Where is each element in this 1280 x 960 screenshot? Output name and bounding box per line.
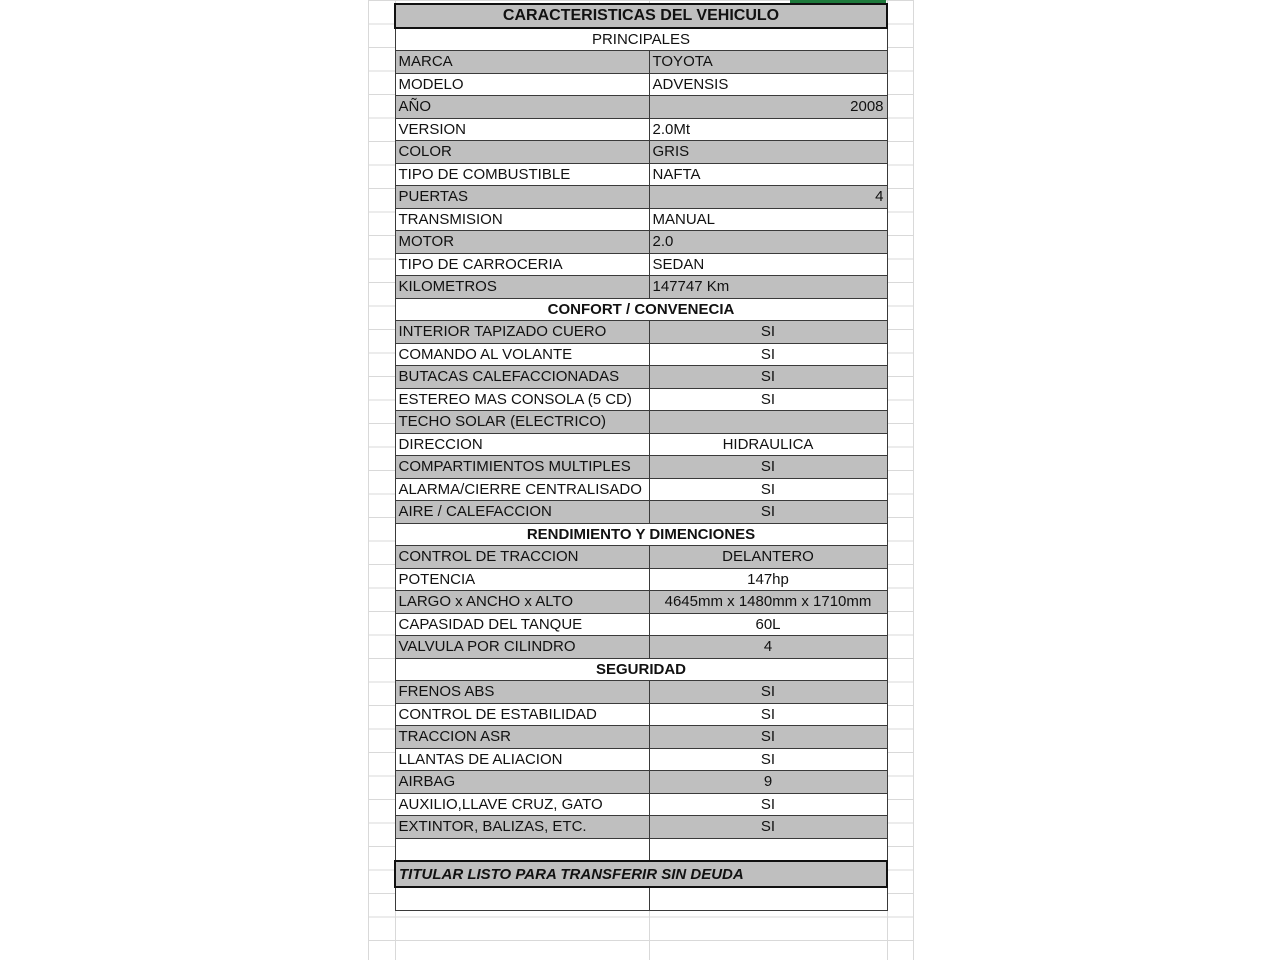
spec-label[interactable]: DIRECCION (395, 433, 649, 456)
spec-value[interactable]: 2.0 (649, 231, 887, 254)
spec-label[interactable]: CONTROL DE ESTABILIDAD (395, 703, 649, 726)
spec-label[interactable]: ESTEREO MAS CONSOLA (5 CD) (395, 388, 649, 411)
spec-label[interactable]: VALVULA POR CILINDRO (395, 636, 649, 659)
table-row (395, 208, 887, 231)
spec-value[interactable]: SEDAN (649, 253, 887, 276)
spec-value[interactable]: 2008 (649, 96, 887, 119)
table-row (395, 231, 887, 254)
spec-value[interactable]: 4645mm x 1480mm x 1710mm (649, 591, 887, 614)
empty-row (395, 887, 887, 910)
spec-label[interactable]: TECHO SOLAR (ELECTRICO) (395, 411, 649, 434)
spec-label[interactable]: PUERTAS (395, 186, 649, 209)
spec-label[interactable]: COLOR (395, 141, 649, 164)
table-row (395, 276, 887, 299)
section-header-principales (395, 28, 887, 51)
table-row (395, 636, 887, 659)
spec-label[interactable]: CAPASIDAD DEL TANQUE (395, 613, 649, 636)
section-header-seguridad (395, 658, 887, 681)
spec-value[interactable] (649, 411, 887, 434)
spec-label[interactable]: BUTACAS CALEFACCIONADAS (395, 366, 649, 389)
spec-label[interactable]: MODELO (395, 73, 649, 96)
spec-value[interactable]: 4 (649, 186, 887, 209)
spec-value[interactable]: SI (649, 388, 887, 411)
table-row (395, 343, 887, 366)
spec-label[interactable]: TIPO DE COMBUSTIBLE (395, 163, 649, 186)
table-row (395, 816, 887, 839)
spec-value[interactable]: SI (649, 793, 887, 816)
spec-value[interactable]: SI (649, 343, 887, 366)
table-row (395, 478, 887, 501)
footer-note-row (395, 861, 887, 887)
table-row (395, 321, 887, 344)
empty-cell[interactable] (649, 838, 887, 861)
spec-label[interactable]: MARCA (395, 51, 649, 74)
spec-value[interactable]: ADVENSIS (649, 73, 887, 96)
empty-cell[interactable] (395, 887, 649, 910)
spec-label[interactable]: TRANSMISION (395, 208, 649, 231)
table-title[interactable]: CARACTERISTICAS DEL VEHICULO (395, 4, 887, 28)
spec-label[interactable]: LLANTAS DE ALIACION (395, 748, 649, 771)
table-row (395, 681, 887, 704)
spec-value[interactable]: SI (649, 748, 887, 771)
spec-value[interactable]: SI (649, 501, 887, 524)
table-row (395, 186, 887, 209)
spec-value[interactable]: 2.0Mt (649, 118, 887, 141)
empty-cell[interactable] (395, 838, 649, 861)
spec-value[interactable]: GRIS (649, 141, 887, 164)
spec-value[interactable]: SI (649, 366, 887, 389)
section-title[interactable]: PRINCIPALES (395, 28, 887, 51)
section-title[interactable]: RENDIMIENTO Y DIMENCIONES (395, 523, 887, 546)
spec-label[interactable]: TRACCION ASR (395, 726, 649, 749)
section-header-rendimiento (395, 523, 887, 546)
vehicle-spec-table (394, 3, 888, 911)
spec-label[interactable]: FRENOS ABS (395, 681, 649, 704)
spec-label[interactable]: ALARMA/CIERRE CENTRALISADO (395, 478, 649, 501)
table-row (395, 118, 887, 141)
spec-value[interactable]: SI (649, 726, 887, 749)
table-row (395, 501, 887, 524)
spec-value[interactable]: 9 (649, 771, 887, 794)
spec-value[interactable]: SI (649, 456, 887, 479)
spec-label[interactable]: MOTOR (395, 231, 649, 254)
spec-label[interactable]: TIPO DE CARROCERIA (395, 253, 649, 276)
spec-value[interactable]: SI (649, 703, 887, 726)
section-title[interactable]: CONFORT / CONVENECIA (395, 298, 887, 321)
table-row (395, 51, 887, 74)
table-row (395, 703, 887, 726)
spec-label[interactable]: AÑO (395, 96, 649, 119)
spec-label[interactable]: LARGO x ANCHO x ALTO (395, 591, 649, 614)
table-row (395, 253, 887, 276)
spec-label[interactable]: COMPARTIMIENTOS MULTIPLES (395, 456, 649, 479)
table-row (395, 388, 887, 411)
spec-value[interactable]: 147hp (649, 568, 887, 591)
table-row (395, 456, 887, 479)
empty-row (395, 838, 887, 861)
spec-value[interactable]: HIDRAULICA (649, 433, 887, 456)
table-row (395, 793, 887, 816)
table-row (395, 748, 887, 771)
spec-label[interactable]: INTERIOR TAPIZADO CUERO (395, 321, 649, 344)
table-row (395, 771, 887, 794)
spec-label[interactable]: CONTROL DE TRACCION (395, 546, 649, 569)
spec-label[interactable]: AIRBAG (395, 771, 649, 794)
table-row (395, 568, 887, 591)
spec-value[interactable]: SI (649, 321, 887, 344)
spec-label[interactable]: KILOMETROS (395, 276, 649, 299)
title-row (395, 4, 887, 28)
spec-value[interactable]: TOYOTA (649, 51, 887, 74)
table-row (395, 546, 887, 569)
table-row (395, 433, 887, 456)
table-row (395, 411, 887, 434)
section-header-confort (395, 298, 887, 321)
spec-value[interactable]: 4 (649, 636, 887, 659)
spec-value[interactable]: SI (649, 816, 887, 839)
spec-value[interactable]: SI (649, 478, 887, 501)
table-row (395, 726, 887, 749)
empty-cell[interactable] (649, 887, 887, 910)
footer-note[interactable]: TITULAR LISTO PARA TRANSFERIR SIN DEUDA (395, 861, 887, 887)
spec-label[interactable]: VERSION (395, 118, 649, 141)
spec-label[interactable]: AIRE / CALEFACCION (395, 501, 649, 524)
table-row (395, 73, 887, 96)
spec-value[interactable]: NAFTA (649, 163, 887, 186)
table-row (395, 613, 887, 636)
section-title[interactable]: SEGURIDAD (395, 658, 887, 681)
spec-label[interactable]: EXTINTOR, BALIZAS, ETC. (395, 816, 649, 839)
spec-value[interactable]: DELANTERO (649, 546, 887, 569)
table-row (395, 366, 887, 389)
table-row (395, 141, 887, 164)
spec-value[interactable]: 60L (649, 613, 887, 636)
table-row (395, 163, 887, 186)
spec-label[interactable]: AUXILIO,LLAVE CRUZ, GATO (395, 793, 649, 816)
spec-label[interactable]: COMANDO AL VOLANTE (395, 343, 649, 366)
table-row (395, 96, 887, 119)
spec-value[interactable]: 147747 Km (649, 276, 887, 299)
spec-value[interactable]: SI (649, 681, 887, 704)
spec-label[interactable]: POTENCIA (395, 568, 649, 591)
table-row (395, 591, 887, 614)
spec-value[interactable]: MANUAL (649, 208, 887, 231)
